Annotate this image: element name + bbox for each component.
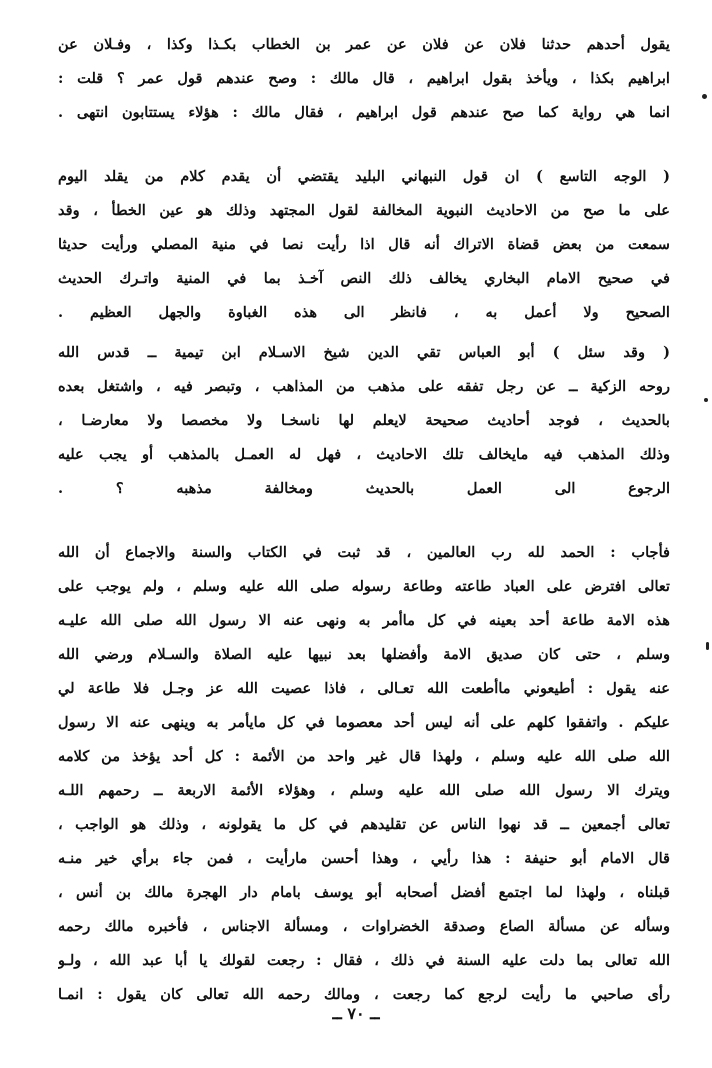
text-line: تعالى أجمعين ــ قد نهوا الناس عن تقليدهم في كل ما يقولونه ، وذلك هو الواجب ، xyxy=(58,816,670,833)
text-line: وسأله عن مسألة الصاع وصدقة الخضراوات ، ومسألة الاجناس ، فأخبره مالك رحمه xyxy=(58,918,670,935)
text-line: قال الامام أبو حنيفة : هذا رأيي ، وهذا أحسن مارأيت ، فمن جاء برأي خير منـه xyxy=(58,850,670,867)
text-line: سمعت من بعض قضاة الاتراك أنه قال اذا رأيت نصا في منية المصلي ورأيت حديثا xyxy=(58,236,670,253)
text-line: وذلك المذهب فيه مايخالف تلك الاحاديث ، فهل له العمـل بالمذهب أو يجب عليه xyxy=(58,446,670,463)
margin-speck xyxy=(702,94,707,99)
text-line: عنه يقول : أطيعوني ماأطعت الله تعـالى ، فاذا عصيت الله عز وجـل فلا طاعة لي xyxy=(58,680,670,697)
text-line: تعالى افترض على العباد طاعته وطاعة رسوله صلى الله عليه وسلم ، ولم يوجب على xyxy=(58,578,670,595)
margin-speck xyxy=(706,642,709,650)
text-line: روحه الزكية ــ عن رجل تفقه على مذهب من المذاهب ، وتبصر فيه ، واشتغل بعده xyxy=(58,378,670,395)
document-page xyxy=(58,28,670,1068)
paragraph-2 xyxy=(58,160,670,330)
text-line: فأجاب : الحمد لله رب العالمين ، قد ثبت في الكتاب والسنة والاجماع أن الله xyxy=(58,544,670,561)
page-number: ــ ٧٠ ــ xyxy=(332,1004,380,1023)
text-line: قبلناه ، ولهذا لما اجتمع أفضل أصحابه أبو يوسف بامام دار الهجرة مالك بن أنس ، xyxy=(58,884,670,901)
text-line: في صحيح الامام البخاري يخالف ذلك النص آخـذ بما في المنية واتـرك الحديث xyxy=(58,270,670,287)
text-line: وسلم ، حتى كان صديق الامة وأفضلها بعد نبيها عليه الصلاة والسـلام ورضي الله xyxy=(58,646,670,663)
text-line: هذه الامة طاعة أحد بعينه في كل ماأمر به ونهى عنه الا رسول الله صلى الله عليـه xyxy=(58,612,670,629)
text-line: رأى صاحبي ما رأيت لرجع كما رجعت ، ومالك رحمه الله تعالى كان يقول : انمـا xyxy=(58,986,670,1003)
text-line: ويترك الا رسول الله صلى الله عليه وسلم ، وهؤلاء الأئمة الاربعة ــ رحمهم اللـه xyxy=(58,782,670,799)
text-line: بالحديث ، فوجد أحاديث صحيحة لايعلم لها ناسخـا ولا مخصصا ولا معارضـا ، xyxy=(58,412,670,429)
text-line: يقول أحدهم حدثنا فلان عن فلان عن عمر بن الخطاب بكـذا وكذا ، وفـلان عن xyxy=(58,36,670,53)
text-line: عليكم . واتفقوا كلهم على أنه ليس أحد معصوما في كل مايأمر به وينهى عنه الا رسول xyxy=(58,714,670,731)
text-line: ( الوجه التاسع ) ان قول النبهاني البليد يقتضي أن يقدم كلام من يقلد اليوم xyxy=(58,168,670,185)
text-line: الله تعالى بما دلت عليه السنة في ذلك ، فقال : رجعت لقولك يا أبا عبد الله ، ولـو xyxy=(58,952,670,969)
paragraph-4 xyxy=(58,536,670,1012)
text-line: على ما صح من الاحاديث النبوية المخالفة لقول المجتهد وذلك هو عين الخطأ ، وقد xyxy=(58,202,670,219)
text-line: ابراهيم بكذا ، ويأخذ بقول ابراهيم ، قال مالك : وصح عندهم قول عمر ؟ قلت : xyxy=(58,70,670,87)
text-line: ( وقد سئل ) أبو العباس تقي الدين شيخ الاسـلام ابن تيمية ــ قدس الله xyxy=(58,344,670,361)
paragraph-1 xyxy=(58,28,670,130)
text-line: الله صلى الله عليه وسلم ، ولهذا قال غير واحد من الأئمة : كل أحد يؤخذ من كلامه xyxy=(58,748,670,765)
margin-speck xyxy=(704,398,708,402)
paragraph-3 xyxy=(58,336,670,506)
text-line: الصحيح ولا أعمل به ، فانظر الى هذه الغباوة والجهل العظيم . xyxy=(58,304,670,321)
text-line: انما هي رواية كما صح عندهم قول ابراهيم ، فقال مالك : هؤلاء يستتابون انتهى . xyxy=(58,104,670,121)
text-line: الرجوع الى العمل بالحديث ومخالفة مذهبه ؟ . xyxy=(58,480,670,497)
